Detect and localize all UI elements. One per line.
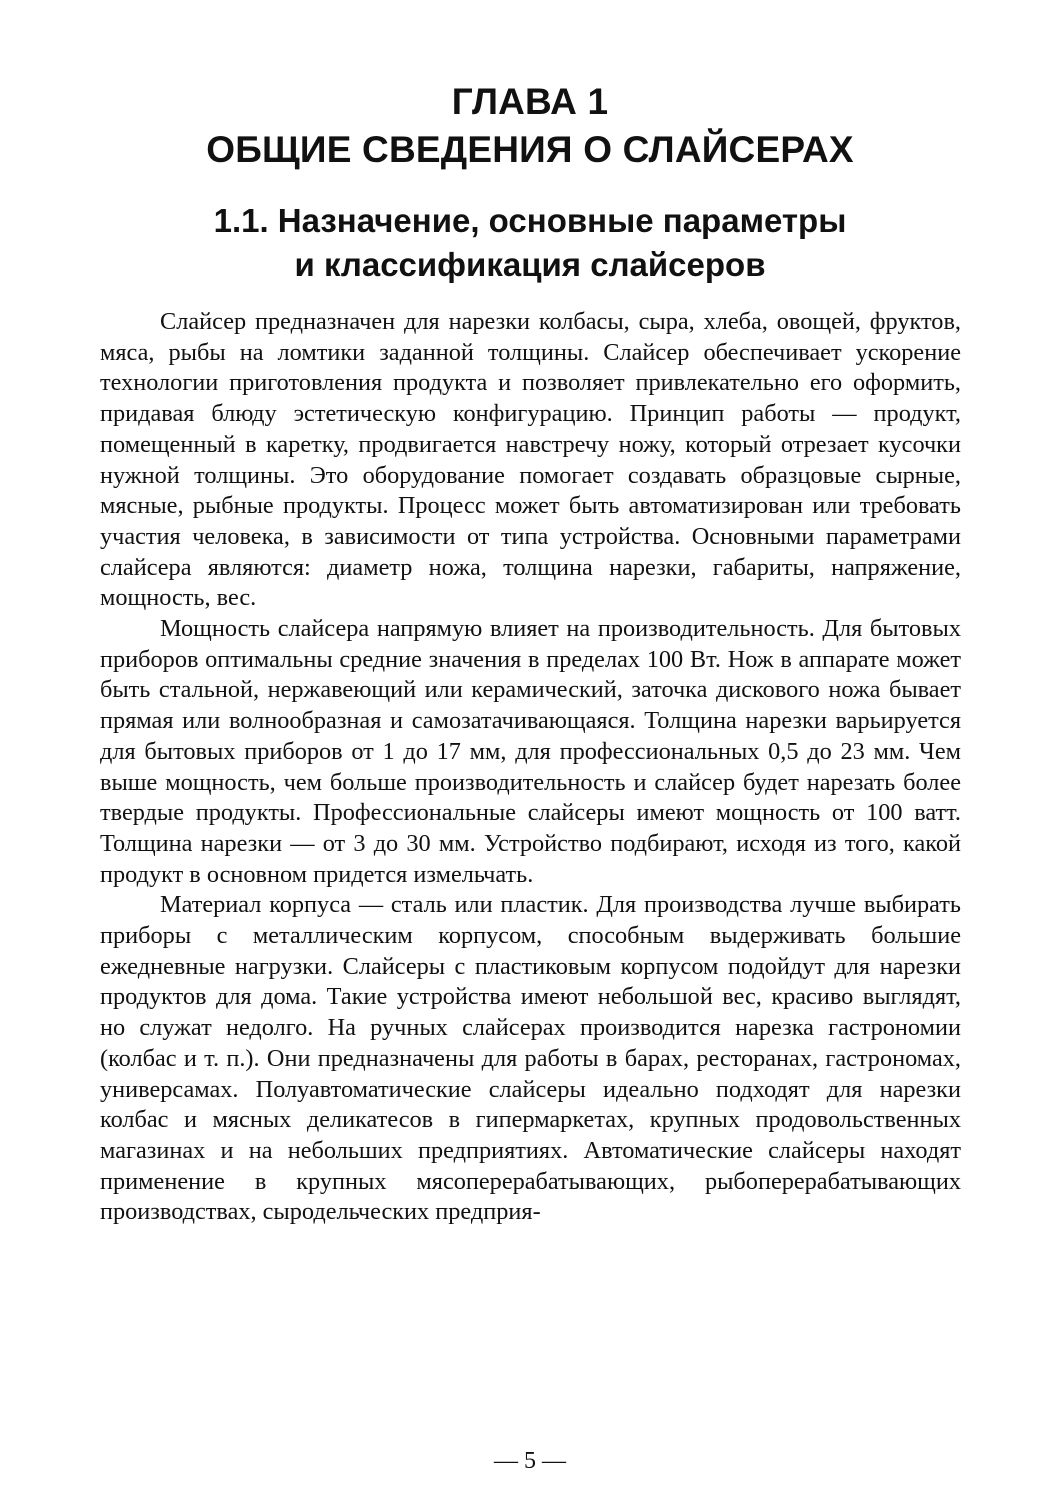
chapter-title xyxy=(100,78,960,174)
paragraph-2: Мощность слайсера напрямую влияет на производительность. Для бытовых приборов оптимальны средние значения в пределах 100 Вт. Нож в аппарате может быть стальной, нержавеющий или керамический, заточка дискового ножа бывает прямая или волнообразная и самозатачивающаяся. Толщина нарезки варьируется для бытовых приборов от 1 до 17 мм, для профессиональных 0,5 до 23 мм. Чем выше мощность, чем больше производительность и слайсер будет нарезать более твердые продукты. Профессиональные слайсеры имеют мощность от 100 ватт. Толщина нарезки — от 3 до 30 мм. Устройство подбирают, исходя из того, какой продукт в основном придется измельчать. xyxy=(100,615,961,888)
section-title-line-1: 1.1. Назначение, основные параметры xyxy=(213,202,847,239)
chapter-number: ГЛАВА 1 xyxy=(451,81,609,122)
body-text xyxy=(100,307,961,1228)
chapter-name: ОБЩИЕ СВЕДЕНИЯ О СЛАЙСЕРАХ xyxy=(206,129,854,170)
section-title-line-2: и классификация слайсеров xyxy=(294,246,766,283)
page-number: — 5 — xyxy=(494,1448,566,1474)
paragraph-3: Материал корпуса — сталь или пластик. Для производства лучше выбирать приборы с металлическим корпусом, способным выдерживать большие ежедневные нагрузки. Слайсеры с пластиковым корпусом подойдут для нарезки продуктов для дома. Такие устройства имеют небольшой вес, красиво выглядят, но служат недолго. На ручных слайсерах производится нарезка гастрономии (колбас и т. п.). Они предназначены для работы в барах, ресторанах, гастрономах, универсамах. Полуавтоматические слайсеры идеально подходят для нарезки колбас и мясных деликатесов в гипермаркетах, крупных продовольственных магазинах и на небольших предприятиях. Автоматические слайсеры находят применение в крупных мясоперерабатывающих, рыбоперерабатывающих производствах, сыродельческих предприя- xyxy=(100,891,961,1226)
section-title xyxy=(100,199,960,287)
paragraph-1: Слайсер предназначен для нарезки колбасы, сыра, хлеба, овощей, фруктов, мяса, рыбы на ломтики заданной толщины. Слайсер обеспечивает ускорение технологии приготовления продукта и позволяет привлекательно его оформить, придавая блюду эстетическую конфигурацию. Принцип работы — продукт, помещенный в каретку, продвигается навстречу ножу, который отрезает кусочки нужной толщины. Это оборудование помогает создавать образцовые сырные, мясные, рыбные продукты. Процесс может быть автоматизирован или требовать участия человека, в зависимости от типа устройства. Основными параметрами слайсера являются: диаметр ножа, толщина нарезки, габариты, напряжение, мощность, вес. xyxy=(100,308,961,612)
